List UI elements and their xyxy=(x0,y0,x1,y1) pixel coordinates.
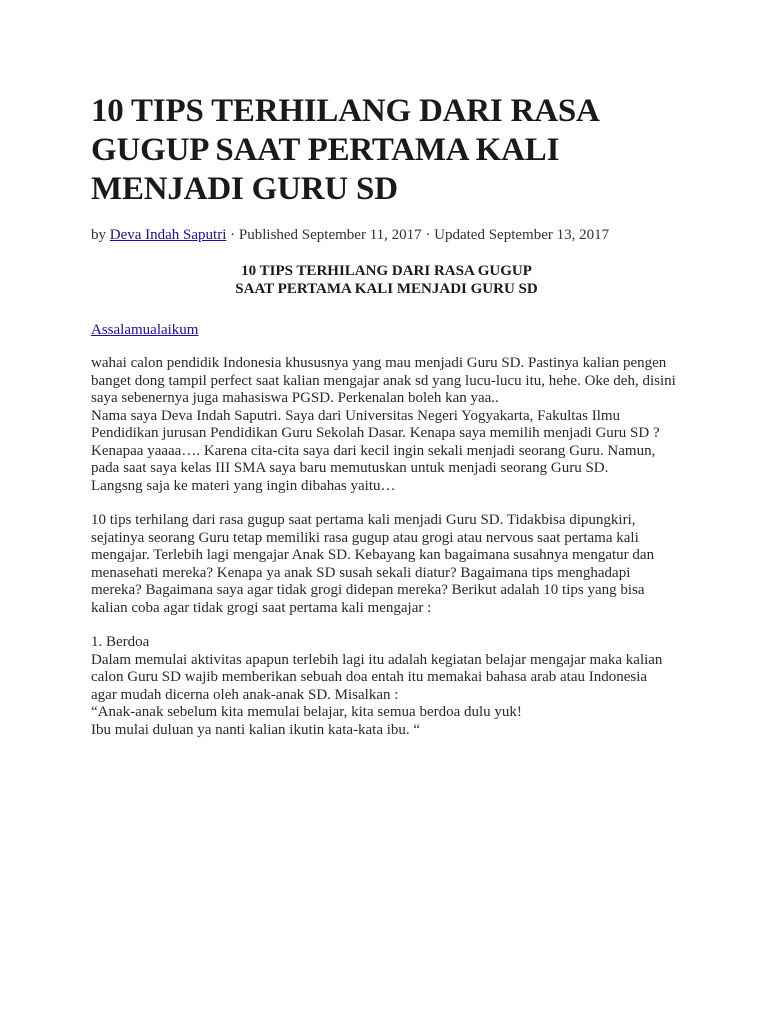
text-line: wahai calon pendidik Indonesia khususnya yang mau menjadi Guru SD. Pastinya kalian pengen xyxy=(91,355,667,371)
paragraph-intro xyxy=(91,355,682,495)
subtitle-line: SAAT PERTAMA KALI MENJADI GURU SD xyxy=(235,281,538,297)
text-line: Nama saya Deva Indah Saputri. Saya dari Universitas Negeri Yogyakarta, Fakultas Ilmu xyxy=(91,407,621,424)
text-line: 10 tips terhilang dari rasa gugup saat pertama kali menjadi Guru SD. Tidakbisa dipungkiri, xyxy=(91,512,636,528)
subtitle-line: 10 TIPS TERHILANG DARI RASA GUGUP xyxy=(241,263,532,279)
text-line: sejatinya seorang Guru tetap memiliki rasa gugup atau grogi atau nervous saat pertama kali xyxy=(91,529,639,546)
tip-heading: 1. Berdoa xyxy=(91,634,150,650)
text-line: Kenapaa yaaaa…. Karena cita-cita saya dari kecil ingin sekali menjadi seorang Guru. Namun, xyxy=(91,442,656,459)
text-line: agar mudah dicerna oleh anak-anak SD. Misalkan : xyxy=(91,686,399,703)
text-line: banget dong tampil perfect saat kalian mengajar anak sd yang lucu-lucu itu, hehe. Oke deh, disini xyxy=(91,372,676,389)
text-line: Langsng saja ke materi yang ingin dibahas yaitu… xyxy=(91,477,396,494)
text-line: Pendidikan jurusan Pendidikan Guru Sekolah Dasar. Kenapa saya memilih menjadi Guru SD ? xyxy=(91,425,660,441)
text-line: mengajar. Terlebih lagi mengajar Anak SD. Kebayang kan bagaimana susahnya mengatur dan xyxy=(91,547,655,563)
text-line: pada saat saya kelas III SMA saya baru memutuskan untuk menjadi seorang Guru SD. xyxy=(91,460,609,476)
article-subtitle xyxy=(91,262,682,298)
article-title: 10 TIPS TERHILANG DARI RASA GUGUP SAAT PERTAMA KALI MENJADI GURU SD xyxy=(91,93,598,207)
text-line: kalian coba agar tidak grogi saat pertama kali mengajar : xyxy=(91,599,432,616)
text-line: calon Guru SD wajib memberikan sebuah doa entah itu memakai bahasa arab atau Indonesia xyxy=(91,669,648,685)
paragraph-tip-1 xyxy=(91,634,682,739)
text-line: saya sebenernya juga mahasiswa PGSD. Perkenalan boleh kan yaa.. xyxy=(91,390,499,406)
meta-by: by xyxy=(91,227,106,243)
greeting xyxy=(91,321,682,339)
quote-line: Ibu mulai duluan ya nanti kalian ikutin kata-kata ibu. “ xyxy=(91,721,421,738)
quote-line: “Anak-anak sebelum kita memulai belajar, kita semua berdoa dulu yuk! xyxy=(91,704,522,720)
paragraph-tips-intro xyxy=(91,512,682,617)
meta-dates: · Published September 11, 2017 · Updated September 13, 2017 xyxy=(230,227,610,243)
article-meta xyxy=(91,226,682,244)
author-link[interactable]: Deva Indah Saputri xyxy=(109,227,227,243)
text-line: mereka? Bagaimana saya agar tidak grogi didepan mereka? Berikut adalah 10 tips yang bisa xyxy=(91,582,645,598)
text-line: menasehati mereka? Kenapa ya anak SD susah sekali diatur? Bagaimana tips menghadapi xyxy=(91,564,631,581)
greeting-link[interactable]: Assalamualaikum xyxy=(91,322,199,338)
text-line: Dalam memulai aktivitas apapun terlebih lagi itu adalah kegiatan belajar mengajar maka kalian xyxy=(91,651,663,668)
